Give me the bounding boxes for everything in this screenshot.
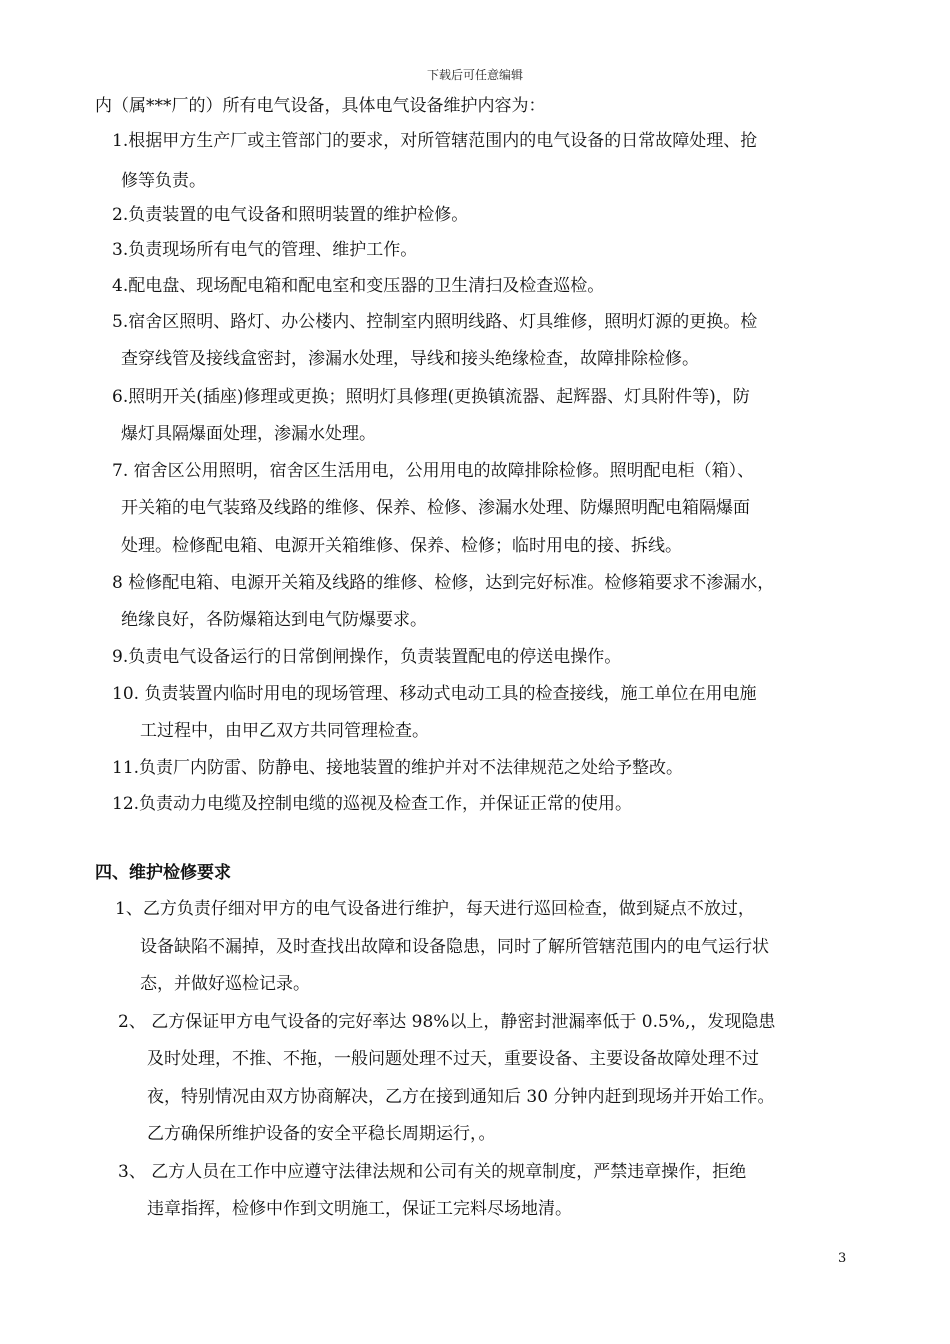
list-item-4: 4.配电盘、现场配电箱和配电室和变压器的卫生清扫及检查巡检。	[112, 276, 605, 296]
intro-text: 内（属***厂的）所有电气设备，具体电气设备维护内容为：	[95, 96, 546, 116]
requirement-1-line-1: 1、乙方负责仔细对甲方的电气设备进行维护，每天进行巡回检查，做到疑点不放过，	[115, 899, 755, 919]
requirement-3-line-1: 3、 乙方人员在工作中应遵守法律法规和公司有关的规章制度，严禁违章操作，拒绝	[118, 1162, 747, 1182]
page-number: 3	[838, 1251, 847, 1266]
requirement-2-line-1: 2、 乙方保证甲方电气设备的完好率达 98%以上，静密封泄漏率低于 0.5%,，发现隐患	[118, 1012, 776, 1032]
page-header: 下载后可任意编辑	[426, 68, 523, 82]
list-item-6-line-2: 爆灯具隔爆面处理，渗漏水处理。	[121, 424, 376, 444]
list-item-8-line-1: 8 检修配电箱、电源开关箱及线路的维修、检修，达到完好标准。检修箱要求不渗漏水，	[112, 573, 775, 593]
requirement-3-line-2: 违章指挥，检修中作到文明施工，保证工完料尽场地清。	[147, 1199, 572, 1219]
list-item-7-line-1: 7. 宿舍区公用照明，宿舍区生活用电，公用用电的故障排除检修。照明配电柜（箱）、	[112, 461, 755, 481]
list-item-7-line-2: 开关箱的电气装臵及线路的维修、保养、检修、渗漏水处理、防爆照明配电箱隔爆面	[121, 498, 750, 518]
list-item-7-line-3: 处理。检修配电箱、电源开关箱维修、保养、检修；临时用电的接、拆线。	[121, 536, 682, 556]
list-item-3: 3.负责现场所有电气的管理、维护工作。	[112, 240, 418, 260]
requirement-2-line-3: 夜，特别情况由双方协商解决，乙方在接到通知后 30 分钟内赶到现场并开始工作。	[147, 1087, 775, 1107]
list-item-2: 2.负责装置的电气设备和照明装置的维护检修。	[112, 205, 469, 225]
list-item-10-line-2: 工过程中，由甲乙双方共同管理检查。	[140, 721, 429, 741]
list-item-1-line-2: 修等负责。	[121, 171, 206, 191]
section-heading: 四、维护检修要求	[95, 863, 231, 883]
list-item-8-line-2: 绝缘良好，各防爆箱达到电气防爆要求。	[121, 610, 427, 630]
requirement-2-line-2: 及时处理，不推、不拖，一般问题处理不过天，重要设备、主要设备故障处理不过	[147, 1049, 759, 1069]
requirement-1-line-2: 设备缺陷不漏掉，及时查找出故障和设备隐患，同时了解所管辖范围内的电气运行状	[140, 937, 769, 957]
list-item-9: 9.负责电气设备运行的日常倒闸操作，负责装置配电的停送电操作。	[112, 647, 622, 667]
list-item-10-line-1: 10. 负责装置内临时用电的现场管理、移动式电动工具的检查接线，施工单位在用电施	[112, 684, 757, 704]
requirement-2-line-4: 乙方确保所维护设备的安全平稳长周期运行，。	[147, 1124, 496, 1144]
list-item-1-line-1: 1.根据甲方生产厂或主管部门的要求，对所管辖范围内的电气设备的日常故障处理、抢	[112, 131, 758, 151]
list-item-6-line-1: 6.照明开关(插座)修理或更换；照明灯具修理(更换镇流器、起辉器、灯具附件等)，防	[112, 387, 750, 407]
list-item-5-line-1: 5.宿舍区照明、路灯、办公楼内、控制室内照明线路、灯具维修，照明灯源的更换。检	[112, 312, 758, 332]
list-item-5-line-2: 查穿线管及接线盒密封，渗漏水处理，导线和接头绝缘检查，故障排除检修。	[121, 349, 699, 369]
requirement-1-line-3: 态，并做好巡检记录。	[140, 974, 310, 994]
list-item-12: 12.负责动力电缆及控制电缆的巡视及检查工作，并保证正常的使用。	[112, 794, 633, 814]
list-item-11: 11.负责厂内防雷、防静电、接地装置的维护并对不法律规范之处给予整改。	[112, 758, 684, 778]
